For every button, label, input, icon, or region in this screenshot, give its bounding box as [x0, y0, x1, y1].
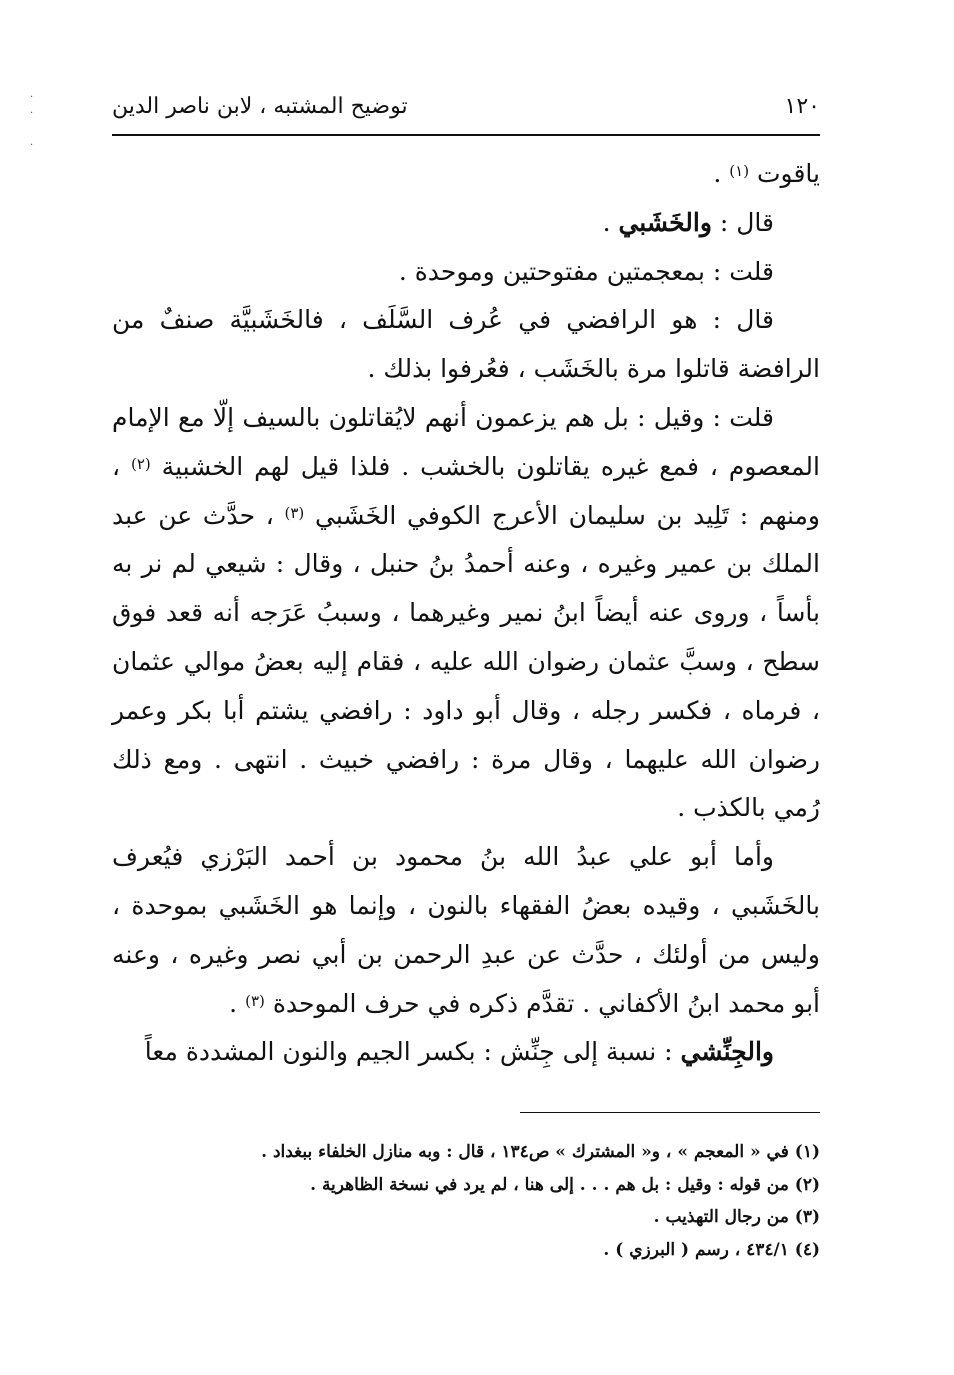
book-title: توضيح المشتبه ، لابن ناصر الدين: [112, 93, 408, 119]
footnote-ref-1: (١): [729, 162, 750, 180]
paragraph-7-text: : نسبة إلى جِنِّش : بكسر الجيم والنون المشددة معاً: [144, 1037, 681, 1067]
footnote-ref-4: (٣): [245, 991, 265, 1010]
paragraph-2: [112, 199, 820, 248]
footnotes: [112, 1136, 820, 1266]
paragraph-2-end: .: [602, 207, 619, 237]
paragraph-5: [112, 394, 820, 833]
paragraph-5-part-b: ، ومنهم : تَلِيد بن سليمان الأعرج الكوفي الخَشَبي: [112, 451, 821, 530]
paragraph-2-lead: قال :: [711, 207, 774, 237]
paragraph-7: [112, 1028, 820, 1077]
main-text: [112, 150, 820, 1077]
paragraph-1-end: .: [713, 159, 722, 188]
footnote-1: (١) في « المعجم » ، و« المشترك » ص١٣٤ ، قال : وبه منازل الخلفاء ببغداد .: [261, 1142, 820, 1162]
paragraph-4: قال : هو الرافضي في عُرف السَّلَف ، فالخَشَبيَّة صنفٌ من الرافضة قاتلوا مرة بالخَشَب ، فعُرفوا بذلك .: [112, 305, 820, 384]
paragraph-5-part-a: قلت : وقيل : بل هم يزعمون أنهم لايُقاتلون بالسيف إلّا مع الإمام المعصوم ، فمع غيره يقاتلون بالخشب . فلذا قيل لهم الخشبية: [112, 402, 820, 481]
footnote-rule: [520, 1112, 820, 1113]
footnote-3: (٣) من رجال التهذيب .: [653, 1207, 820, 1227]
footnote-ref-3: (٣): [284, 503, 305, 522]
paragraph-6-end: .: [229, 988, 238, 1018]
header-rule: [112, 134, 820, 136]
paragraph-1: [112, 150, 820, 199]
page-number: ١٢٠: [784, 93, 820, 119]
paragraph-3: قلت : بمعجمتين مفتوحتين وموحدة .: [398, 256, 774, 286]
paragraph-6-part-a: وأما أبو علي عبدُ الله بنُ محمود بن أحمد البَرْزي فيُعرف بالخَشَبي ، وقيده بعضُ الفقهاء بالنون ، وإنما هو الخَشَبي بموحدة ، وليس من أولئك ، حدَّث عن عبدِ الرحمن بن أبي نصر وغيره ، وعنه أبو محمد ابنُ الأكفاني . تقدَّم ذكره في حرف الموحدة: [112, 842, 820, 1018]
footnote-4: (٤) ٤٣٤/١ ، رسم ( البرزي ) .: [603, 1239, 820, 1260]
footnote-2: (٢) من قوله : وقيل : بل هم . . . إلى هنا ، لم يرد في نسخة الظاهرية .: [310, 1174, 820, 1195]
running-header: [112, 86, 820, 126]
footnote-ref-2: (٢): [130, 454, 151, 473]
paragraph-6: [112, 833, 820, 1028]
headword-khashabi: والخَشَبي: [618, 207, 712, 237]
scan-margin-dots: · · ·: [30, 92, 34, 151]
paragraph-5-part-c: ، حدَّث عن عبد الملك بن عمير وغيره ، وعنه أحمدُ بنُ حنبل ، وقال : شيعي لم نر به بأساً ، وروى عنه أيضاً ابنُ نمير وغيرهما ، وسببُ عَرَجه أنه قعد فوق سطح ، وسبَّ عثمان رضوان الله عليه ، فقام إليه بعضُ موالي عثمان ، فرماه ، فكسر رجله ، وقال أبو داود : رافضي يشتم أبا بكر وعمر رضوان الله عليهما ، وقال مرة : رافضي خبيث . انتهى . ومع ذلك رُمي بالكذب .: [112, 500, 820, 823]
headword-jinnishi: والجِنِّشي: [680, 1037, 774, 1067]
paragraph-1-text: ياقوت: [757, 159, 820, 188]
